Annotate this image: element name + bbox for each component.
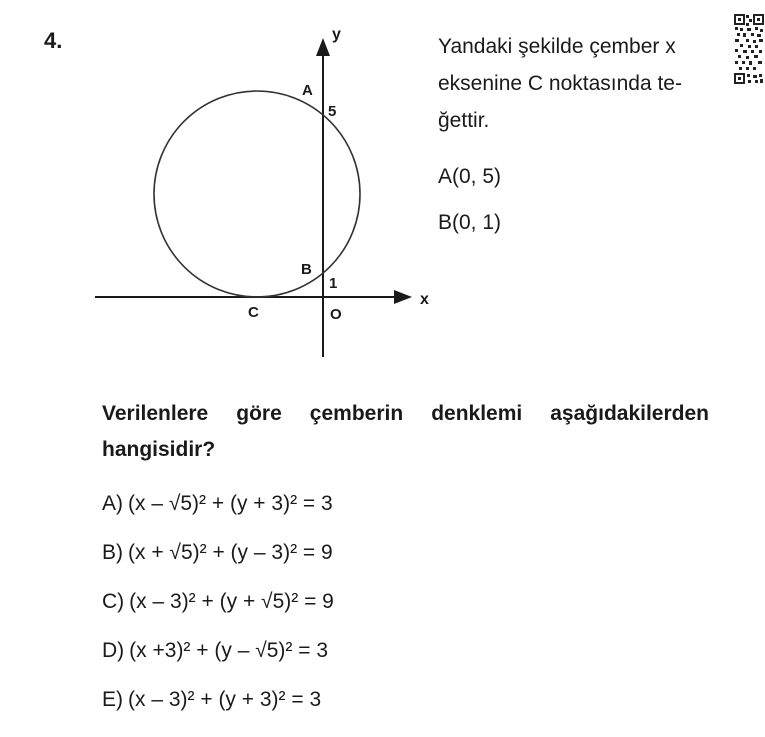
coordinate-diagram xyxy=(80,12,450,372)
point-a: A(0, 5) xyxy=(438,165,502,188)
description-line: Yandaki şekilde çember x xyxy=(438,35,676,58)
option-d[interactable] xyxy=(102,633,334,682)
option-b[interactable] xyxy=(102,535,334,584)
option-letter: D) xyxy=(102,639,125,662)
circle-figure xyxy=(80,12,450,372)
option-text: (x – 3)² + (y + 3)² = 3 xyxy=(128,688,322,711)
answer-options xyxy=(102,486,334,731)
option-letter: B) xyxy=(102,541,123,564)
option-letter: E) xyxy=(102,688,123,711)
option-letter: C) xyxy=(102,590,125,613)
question-line: Verilenlere göre çemberin denklemi aşağıdakilerden xyxy=(102,402,709,425)
question-line: hangisidir? xyxy=(102,438,216,461)
option-letter: A) xyxy=(102,492,123,515)
option-c[interactable] xyxy=(102,584,334,633)
point-a-label: A xyxy=(302,82,313,99)
question-number: 4. xyxy=(44,28,63,53)
qr-code-icon[interactable] xyxy=(734,14,764,84)
description-line: ğettir. xyxy=(438,109,490,132)
point-b-label: B xyxy=(301,261,312,278)
option-text: (x – 3)² + (y + √5)² = 9 xyxy=(129,590,334,613)
x-axis-arrow xyxy=(394,290,412,304)
description-line: eksenine C noktasında te- xyxy=(438,72,682,95)
question-text xyxy=(102,396,709,468)
y-axis-label: y xyxy=(332,26,341,43)
tick-label-5: 5 xyxy=(328,103,337,120)
option-e[interactable] xyxy=(102,682,334,731)
option-text: (x + √5)² + (y – 3)² = 9 xyxy=(128,541,333,564)
description xyxy=(438,28,718,139)
given-points xyxy=(438,154,501,246)
x-axis-label: x xyxy=(420,291,429,308)
origin-label: O xyxy=(330,306,342,323)
circle xyxy=(154,91,360,297)
option-a[interactable] xyxy=(102,486,334,535)
option-text: (x +3)² + (y – √5)² = 3 xyxy=(129,639,329,662)
y-axis-arrow xyxy=(316,38,330,56)
point-b: B(0, 1) xyxy=(438,211,502,234)
option-text: (x – √5)² + (y + 3)² = 3 xyxy=(128,492,333,515)
point-c-label: C xyxy=(248,304,259,321)
tick-label-1: 1 xyxy=(329,275,338,292)
